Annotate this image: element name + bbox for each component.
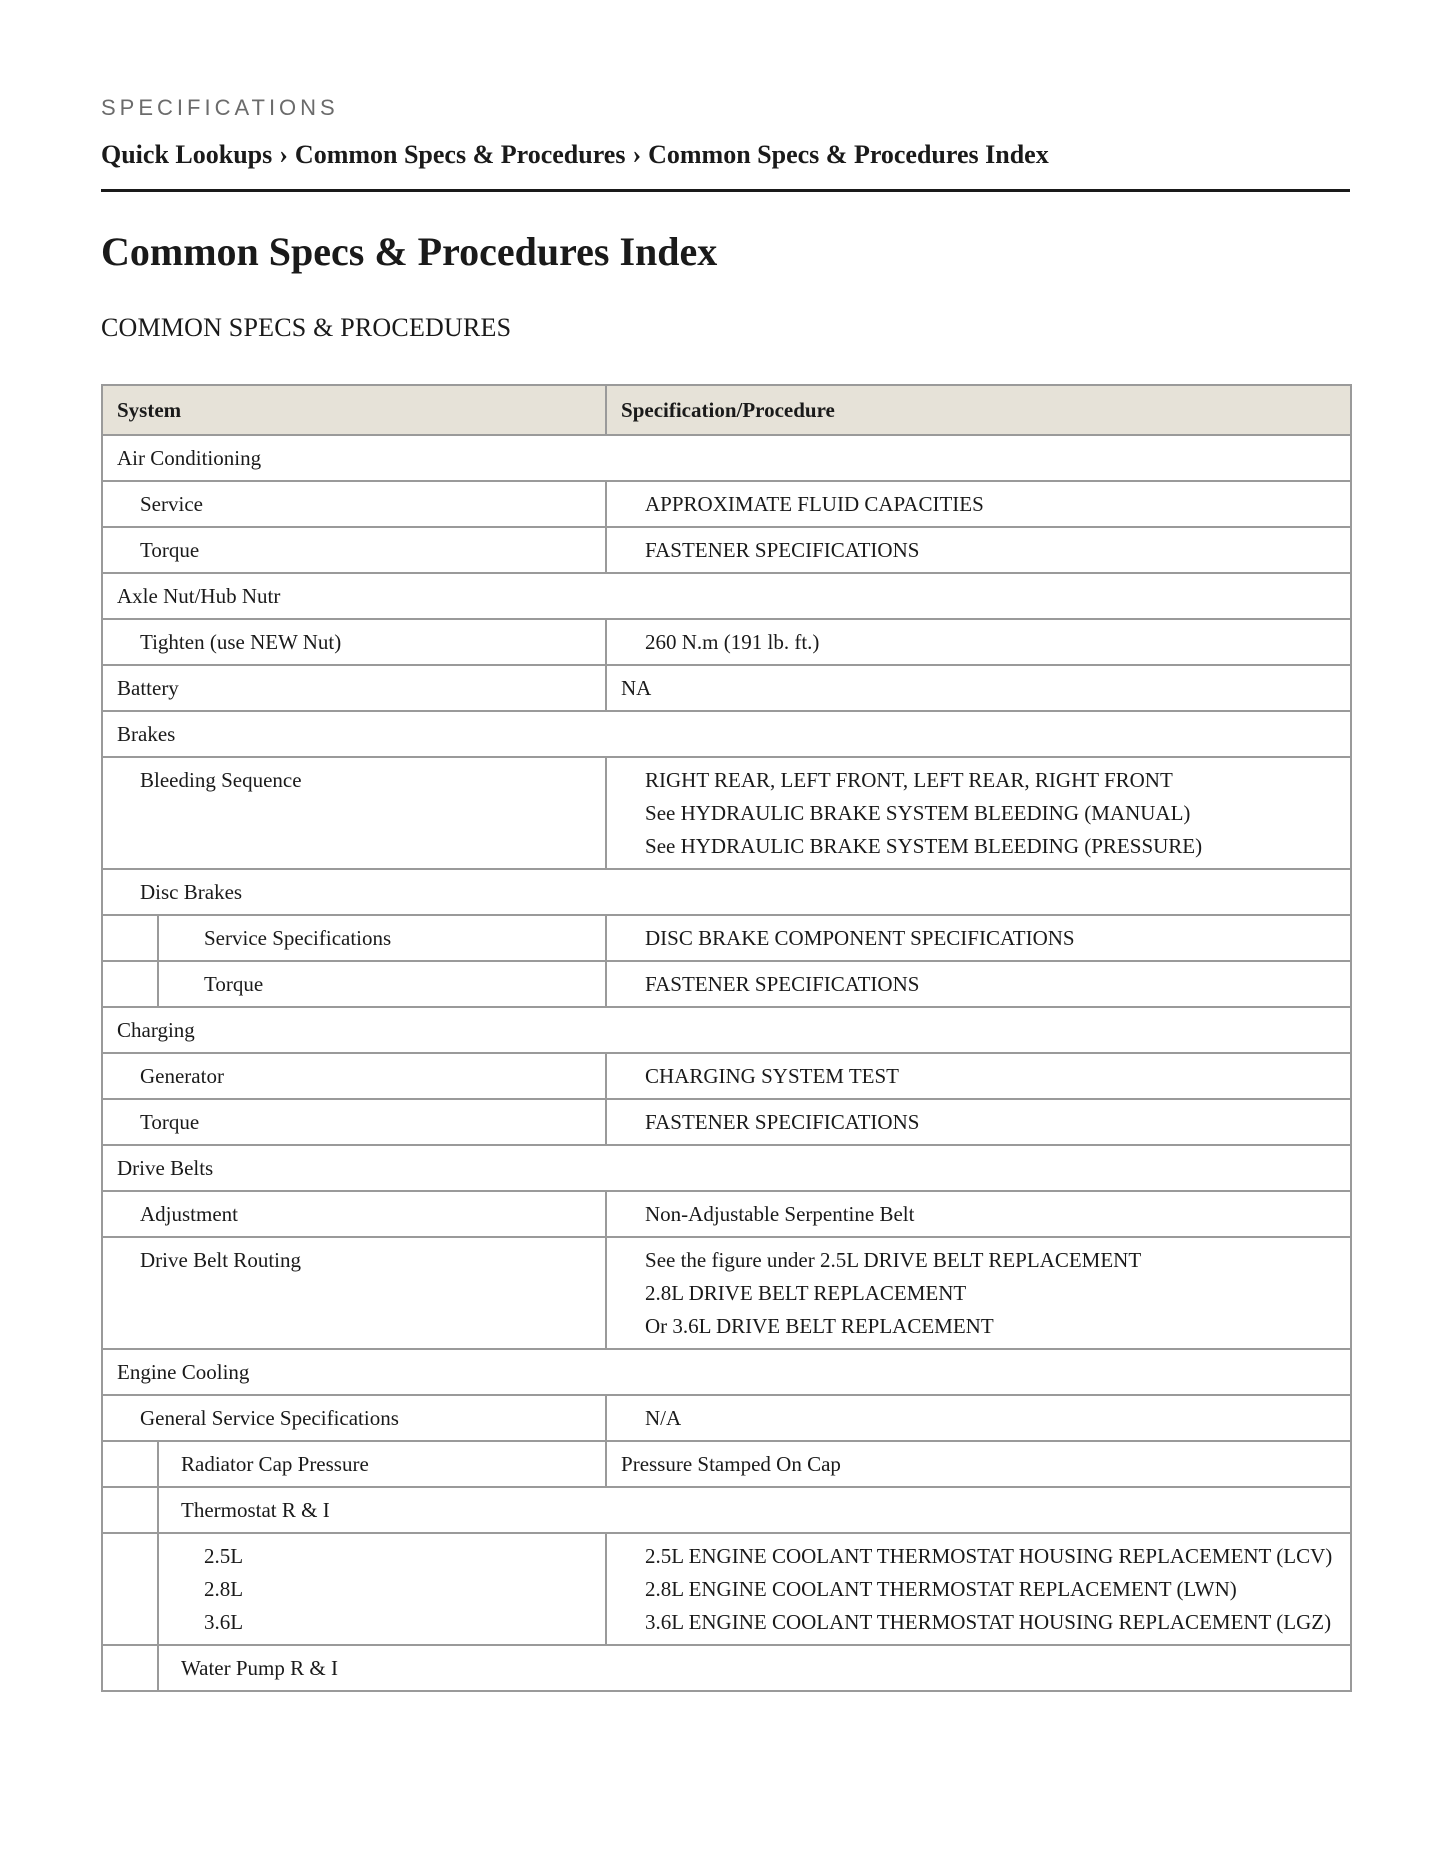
engine-variant: 2.5L bbox=[204, 1544, 244, 1568]
system-group-cell: Axle Nut/Hub Nutr bbox=[102, 573, 1351, 619]
system-cell: Service Specifications bbox=[158, 915, 606, 961]
table-row bbox=[102, 1099, 1351, 1145]
spec-cell[interactable]: CHARGING SYSTEM TEST bbox=[606, 1053, 1351, 1099]
spec-cell[interactable]: DISC BRAKE COMPONENT SPECIFICATIONS bbox=[606, 915, 1351, 961]
breadcrumb-separator: › bbox=[632, 140, 642, 169]
spec-cell: Pressure Stamped On Cap bbox=[606, 1441, 1351, 1487]
table-row bbox=[102, 1533, 1351, 1645]
table-row bbox=[102, 1349, 1351, 1395]
spec-link[interactable]: 2.5L ENGINE COOLANT THERMOSTAT HOUSING REPLACEMENT (LCV) bbox=[645, 1544, 1333, 1568]
breadcrumb-item-common-specs[interactable]: Common Specs & Procedures bbox=[294, 140, 626, 169]
breadcrumb bbox=[101, 139, 1350, 192]
spec-cell: Non-Adjustable Serpentine Belt bbox=[606, 1191, 1351, 1237]
engine-variant: 3.6L bbox=[204, 1610, 244, 1634]
indent-cell bbox=[102, 915, 158, 961]
spec-link[interactable]: 2.8L ENGINE COOLANT THERMOSTAT REPLACEMENT (LWN) bbox=[645, 1577, 1237, 1601]
table-row bbox=[102, 1053, 1351, 1099]
system-cell: Generator bbox=[102, 1053, 606, 1099]
spec-cell[interactable]: FASTENER SPECIFICATIONS bbox=[606, 961, 1351, 1007]
system-group-cell: Drive Belts bbox=[102, 1145, 1351, 1191]
page-title: Common Specs & Procedures Index bbox=[101, 229, 718, 274]
section-heading: COMMON SPECS & PROCEDURES bbox=[101, 313, 512, 342]
breadcrumb-separator: › bbox=[279, 140, 288, 169]
table-row bbox=[102, 1145, 1351, 1191]
spec-link[interactable]: 2.8L DRIVE BELT REPLACEMENT bbox=[645, 1281, 967, 1305]
table-row bbox=[102, 961, 1351, 1007]
table-row bbox=[102, 573, 1351, 619]
table-row bbox=[102, 619, 1351, 665]
system-cell: Battery bbox=[102, 665, 606, 711]
spec-cell bbox=[606, 757, 1351, 869]
system-group-cell: Air Conditioning bbox=[102, 435, 1351, 481]
spec-cell bbox=[606, 1533, 1351, 1645]
breadcrumb-item-quick-lookups[interactable]: Quick Lookups bbox=[101, 140, 273, 169]
indent-cell bbox=[102, 1487, 158, 1533]
spec-link[interactable]: 3.6L ENGINE COOLANT THERMOSTAT HOUSING REPLACEMENT (LGZ) bbox=[645, 1610, 1332, 1634]
system-group-cell: Brakes bbox=[102, 711, 1351, 757]
table-row bbox=[102, 1191, 1351, 1237]
spec-cell[interactable]: APPROXIMATE FLUID CAPACITIES bbox=[606, 481, 1351, 527]
table-row bbox=[102, 1487, 1351, 1533]
table-row bbox=[102, 665, 1351, 711]
indent-cell bbox=[102, 961, 158, 1007]
system-group-cell: Charging bbox=[102, 1007, 1351, 1053]
spec-cell[interactable]: FASTENER SPECIFICATIONS bbox=[606, 1099, 1351, 1145]
system-cell: Torque bbox=[102, 527, 606, 573]
system-cell: Adjustment bbox=[102, 1191, 606, 1237]
indent-cell bbox=[102, 1645, 158, 1691]
indent-cell bbox=[102, 1533, 158, 1645]
spec-line: RIGHT REAR, LEFT FRONT, LEFT REAR, RIGHT FRONT bbox=[645, 768, 1173, 792]
table-row bbox=[102, 915, 1351, 961]
system-cell: Radiator Cap Pressure bbox=[158, 1441, 606, 1487]
specs-table bbox=[101, 384, 1352, 1692]
table-row bbox=[102, 1237, 1351, 1349]
section-eyebrow: SPECIFICATIONS bbox=[101, 95, 339, 120]
system-group-cell: Disc Brakes bbox=[102, 869, 1351, 915]
system-cell bbox=[158, 1533, 606, 1645]
table-row bbox=[102, 527, 1351, 573]
spec-cell[interactable]: FASTENER SPECIFICATIONS bbox=[606, 527, 1351, 573]
system-group-cell: Water Pump R & I bbox=[158, 1645, 1351, 1691]
spec-link[interactable]: See the figure under 2.5L DRIVE BELT REPLACEMENT bbox=[645, 1248, 1142, 1272]
table-row bbox=[102, 1007, 1351, 1053]
spec-cell: N/A bbox=[606, 1395, 1351, 1441]
table-header-row bbox=[102, 385, 1351, 435]
spec-cell: 260 N.m (191 lb. ft.) bbox=[606, 619, 1351, 665]
table-row bbox=[102, 869, 1351, 915]
document-page bbox=[101, 94, 1350, 1692]
spec-link[interactable]: See HYDRAULIC BRAKE SYSTEM BLEEDING (PRESSURE) bbox=[645, 834, 1203, 858]
column-header-system: System bbox=[102, 385, 606, 435]
spec-cell bbox=[606, 1237, 1351, 1349]
table-row bbox=[102, 757, 1351, 869]
table-row bbox=[102, 481, 1351, 527]
system-cell: Service bbox=[102, 481, 606, 527]
table-row bbox=[102, 1441, 1351, 1487]
engine-variant: 2.8L bbox=[204, 1577, 244, 1601]
system-cell: Bleeding Sequence bbox=[102, 757, 606, 869]
system-cell: Torque bbox=[102, 1099, 606, 1145]
system-cell: Drive Belt Routing bbox=[102, 1237, 606, 1349]
spec-cell: NA bbox=[606, 665, 1351, 711]
system-group-cell: Thermostat R & I bbox=[158, 1487, 1351, 1533]
spec-link[interactable]: See HYDRAULIC BRAKE SYSTEM BLEEDING (MANUAL) bbox=[645, 801, 1191, 825]
system-cell: General Service Specifications bbox=[102, 1395, 606, 1441]
system-cell: Tighten (use NEW Nut) bbox=[102, 619, 606, 665]
table-row bbox=[102, 711, 1351, 757]
breadcrumb-item-current: Common Specs & Procedures Index bbox=[648, 140, 1049, 169]
system-cell: Torque bbox=[158, 961, 606, 1007]
table-row bbox=[102, 1395, 1351, 1441]
table-row bbox=[102, 1645, 1351, 1691]
table-row bbox=[102, 435, 1351, 481]
indent-cell bbox=[102, 1441, 158, 1487]
system-group-cell: Engine Cooling bbox=[102, 1349, 1351, 1395]
column-header-spec: Specification/Procedure bbox=[606, 385, 1351, 435]
spec-link[interactable]: Or 3.6L DRIVE BELT REPLACEMENT bbox=[645, 1314, 994, 1338]
